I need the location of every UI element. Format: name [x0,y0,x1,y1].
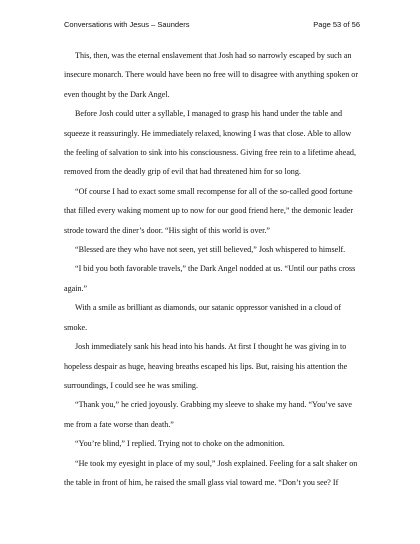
paragraph: This, then, was the eternal enslavement that Josh had so narrowly escaped by such an insecure monarch. There would have been no free will to disagree with anything spoken or even thought by the Dark Angel. [64,51,359,99]
paragraph: “He took my eyesight in place of my soul,” Josh explained. Feeling for a salt shaker on the table in front of him, he raised the small glass vial toward me. “Don’t you see? If [64,458,358,487]
page-number: Page 53 of 56 [313,20,360,29]
page-header [64,20,360,32]
paragraph: “Of course I had to exact some small recompense for all of the so-called good fortune that filled every waking moment up to now for our good friend here,” the demonic leader strode toward the diner’s door. “His sight of this world is over.” [64,186,354,235]
page-body [64,46,362,492]
paragraph: Before Josh could utter a syllable, I managed to grasp his hand under the table and squeeze it reassuringly. He immediately relaxed, knowing I was that close. Able to allow the feeling of salvation to sink into his consciousness. Giving free rein to a lifetime ahead, removed from the deadly grip of evil that had threatened him for so long. [64,109,356,177]
paragraph: “I bid you both favorable travels,” the Dark Angel nodded at us. “Until our paths cross again.” [64,264,356,293]
paragraph: With a smile as brilliant as diamonds, our satanic oppressor vanished in a cloud of smoke. [64,303,342,332]
paragraph: “Thank you,” he cried joyously. Grabbing my sleeve to shake my hand. “You’ve save me from a fate worse than death.” [64,400,352,429]
paragraph: “Blessed are they who have not seen, yet still believed,” Josh whispered to himself. [75,245,346,255]
paragraph: Josh immediately sank his head into his hands. At first I thought he was giving in to hopeless despair as huge, heaving breaths escaped his lips. But, raising his attention the surroundings, I could see he was smiling. [64,342,348,390]
paragraph: “You’re blind,” I replied. Trying not to choke on the admonition. [75,439,285,449]
header-title: Conversations with Jesus – Saunders [64,20,190,29]
